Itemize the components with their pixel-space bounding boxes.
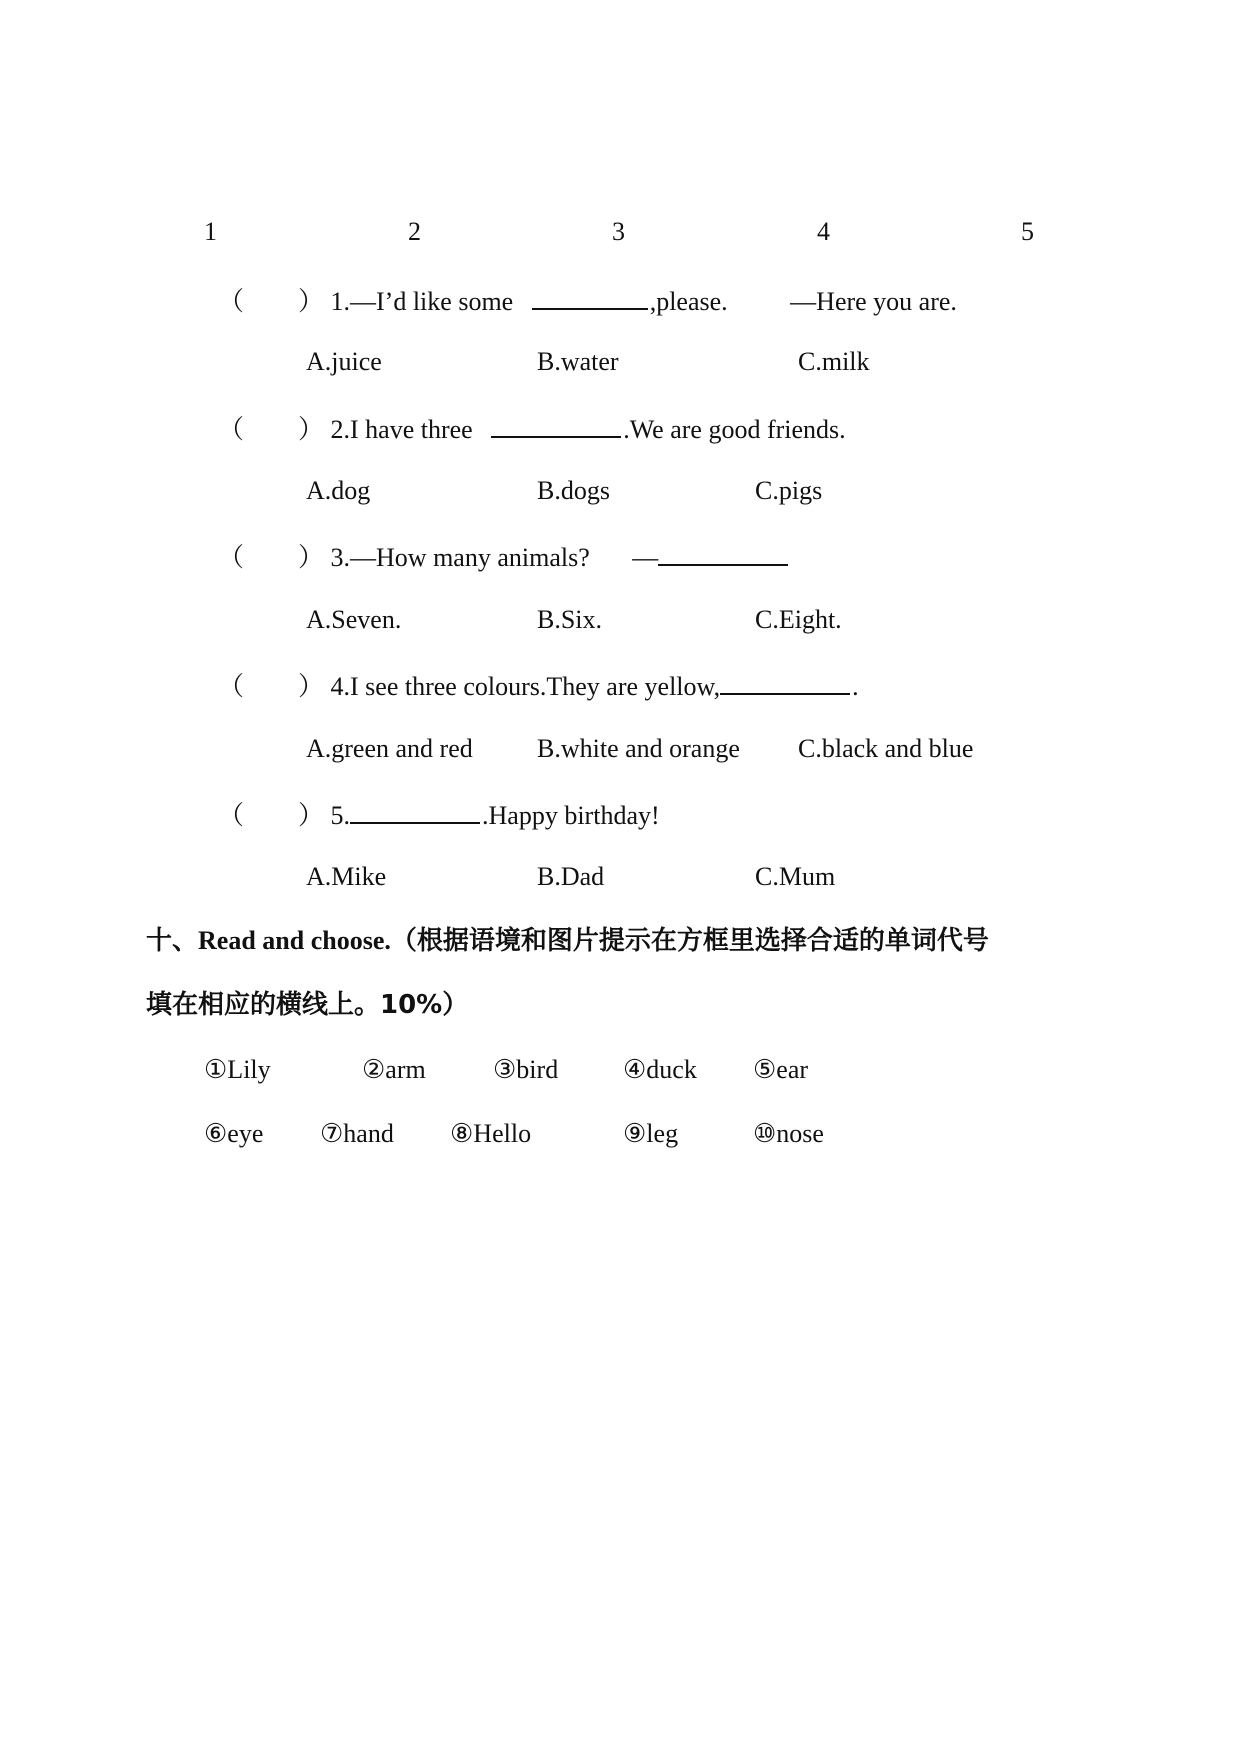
section-prefix: 十、 (146, 926, 199, 956)
section-heading-line-1 (146, 925, 989, 957)
section-title: Read and choose. (198, 926, 391, 955)
question-text-after: .We are good friends. (623, 415, 846, 444)
question-text-after: . (852, 672, 859, 701)
picture-number-4: 4 (817, 217, 830, 246)
word-bank-item: ①Lily (204, 1055, 271, 1084)
option-3b: B.Six. (537, 605, 603, 634)
option-1b: B.water (537, 347, 619, 376)
answer-paren-open: （ (218, 287, 245, 316)
option-4c: C.black and blue (798, 734, 974, 763)
picture-number-5: 5 (1021, 217, 1034, 246)
word-bank-item: ③bird (493, 1055, 559, 1084)
option-2b: B.dogs (537, 476, 610, 505)
option-1a: A.juice (306, 347, 382, 376)
question-text-after: .Happy birthday! (482, 801, 660, 830)
word-bank-item: ⑩nose (753, 1119, 824, 1148)
picture-number-3: 3 (612, 217, 625, 246)
question-text: 5. (330, 801, 351, 830)
answer-paren-close[interactable]: ） (298, 543, 325, 572)
question-text: 2.I have three (330, 415, 473, 444)
answer-paren-open: （ (218, 543, 245, 572)
word-bank-item: ⑨leg (623, 1119, 679, 1148)
answer-paren-close[interactable]: ） (298, 415, 325, 444)
answer-paren-close[interactable]: ） (298, 672, 325, 701)
option-4a: A.green and red (306, 734, 473, 763)
question-text-after: ,please. (649, 287, 728, 316)
question-4 (218, 667, 859, 703)
option-4b: B.white and orange (537, 734, 740, 763)
word-bank-item: ⑦hand (320, 1119, 394, 1148)
answer-blank[interactable] (532, 282, 648, 310)
answer-blank[interactable] (491, 410, 621, 438)
question-text: 1.—I’d like some (330, 287, 514, 316)
picture-number-2: 2 (408, 217, 421, 246)
option-2a: A.dog (306, 476, 371, 505)
answer-paren-close[interactable]: ） (298, 287, 325, 316)
answer-blank[interactable] (350, 796, 480, 824)
answer-paren-open: （ (218, 672, 245, 701)
option-5b: B.Dad (537, 862, 605, 891)
answer-blank[interactable] (658, 538, 788, 566)
answer-blank[interactable] (720, 667, 850, 695)
question-5 (218, 796, 660, 832)
picture-number-1: 1 (204, 217, 217, 246)
option-5c: C.Mum (755, 862, 836, 891)
answer-paren-open: （ (218, 801, 245, 830)
word-bank-item: ④duck (623, 1055, 697, 1084)
question-3 (218, 538, 790, 574)
option-1c: C.milk (798, 347, 870, 376)
option-5a: A.Mike (306, 862, 387, 891)
word-bank-item: ⑧Hello (450, 1119, 532, 1148)
option-2c: C.pigs (755, 476, 823, 505)
word-bank-item: ⑥eye (204, 1119, 264, 1148)
word-bank-item: ⑤ear (753, 1055, 809, 1084)
option-3a: A.Seven. (306, 605, 402, 634)
question-text: 4.I see three colours.They are yellow, (330, 672, 721, 701)
word-bank-item: ②arm (362, 1055, 426, 1084)
option-3c: C.Eight. (755, 605, 842, 634)
question-2 (218, 410, 846, 446)
question-text-after: — (632, 543, 659, 572)
answer-paren-open: （ (218, 415, 245, 444)
question-text: 3.—How many animals? (330, 543, 590, 572)
question-1 (218, 282, 957, 318)
question-reply: —Here you are. (790, 287, 957, 316)
section-instruction: （根据语境和图片提示在方框里选择合适的单词代号 (390, 926, 989, 956)
answer-paren-close[interactable]: ） (298, 801, 325, 830)
section-heading-line-2: 填在相应的横线上。10%） (146, 990, 469, 1020)
